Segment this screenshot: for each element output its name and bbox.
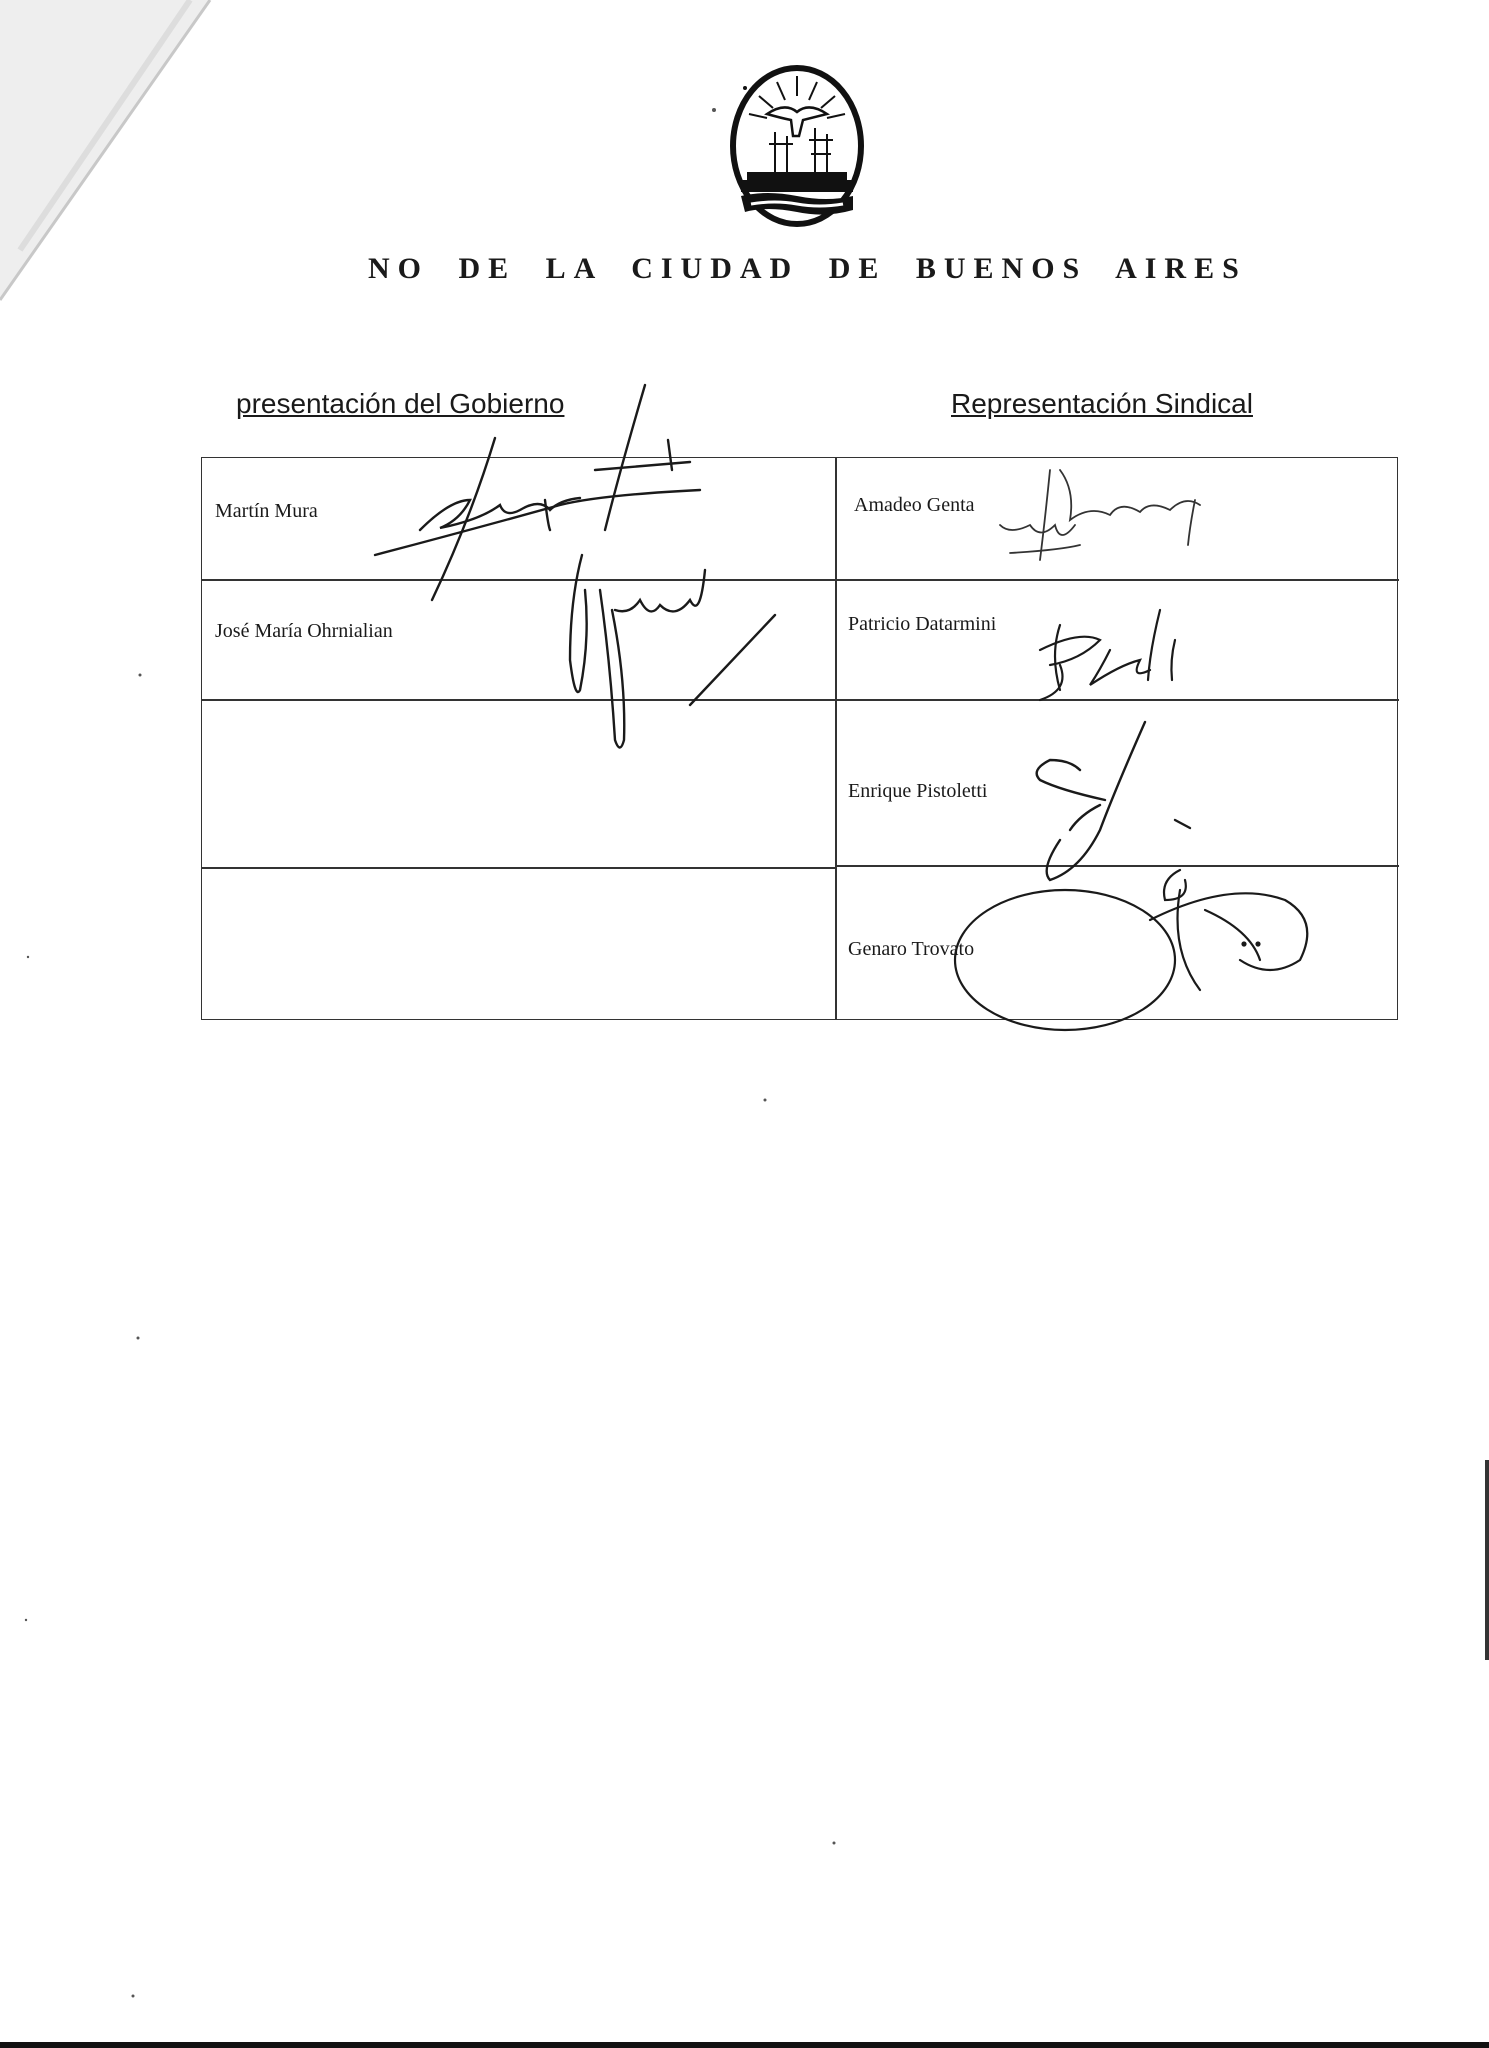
government-rep-name: Martín Mura [215,500,318,522]
government-rep-name: José María Ohrnialian [215,620,393,642]
city-seal-emblem [727,62,867,230]
government-column-heading: presentación del Gobierno [236,388,565,419]
table-column-divider [835,458,837,1019]
union-column-heading: Representación Sindical [951,388,1253,419]
right-row-divider [835,579,1399,581]
union-rep-name: Patricio Datarmini [848,613,997,635]
right-row-divider [835,865,1399,867]
document-header-title: NO DE LA CIUDAD DE BUENOS AIRES [368,252,1247,285]
right-row-divider [835,699,1399,701]
union-rep-name: Genaro Trovato [848,938,975,960]
scan-bottom-border [0,2042,1489,2048]
signature-table [201,457,1398,1020]
union-rep-name: Amadeo Genta [854,494,975,516]
scan-edge-artifact [1485,1460,1489,1660]
left-row-divider [202,579,835,581]
union-rep-name: Enrique Pistoletti [848,780,988,802]
left-row-divider [202,699,835,701]
left-row-divider [202,867,835,869]
